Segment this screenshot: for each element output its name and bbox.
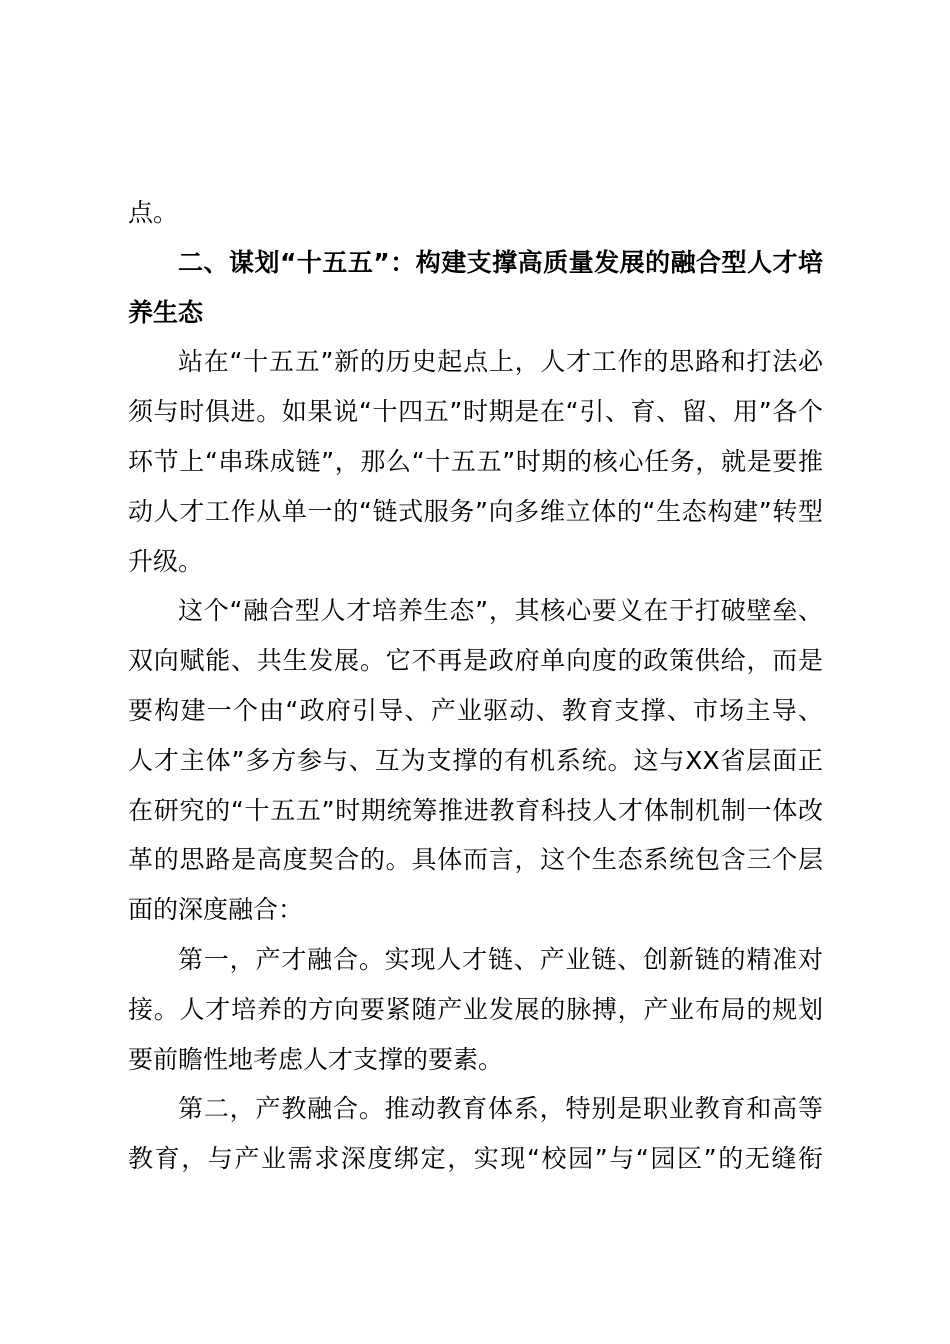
document-page [128,188,823,1184]
text-line: 要构建一个由“政府引导、产业驱动、教育支撑、市场主导、 [128,695,823,725]
text-line: 双向赋能、共生发展。它不再是政府单向度的政策供给，而是 [128,646,823,676]
text-line: 在研究的“十五五”时期统筹推进教育科技人才体制机制一体改 [128,795,823,825]
text-line: 站在“十五五”新的历史起点上，人才工作的思路和打法必 [178,347,823,377]
text-line: 教育，与产业需求深度绑定，实现“校园”与“园区”的无缝衔 [128,1144,823,1174]
text-line: 升级。 [128,546,204,576]
text-line: 点。 [128,198,179,227]
section-heading [128,238,823,338]
text-line: 第一，产才融合。实现人才链、产业链、创新链的精准对 [178,944,823,974]
text-line: 养生态 [128,297,204,327]
text-line: 面的深度融合： [128,895,304,925]
text-line: 须与时俱进。如果说“十四五”时期是在“引、育、留、用”各个 [128,397,823,427]
text-line: 要前瞻性地考虑人才支撑的要素。 [128,1044,504,1074]
paragraph [128,586,823,935]
text-line: 这个“融合型人才培养生态”，其核心要义在于打破壁垒、 [178,596,823,626]
paragraph [128,1084,823,1184]
text-line: 人才主体”多方参与、互为支撑的有机系统。这与XX省层面正 [128,745,823,775]
text-line: 二、谋划“十五五”：构建支撑高质量发展的融合型人才培 [178,247,823,277]
text-line: 接。人才培养的方向要紧随产业发展的脉搏，产业布局的规划 [128,994,823,1024]
text-line: 第二，产教融合。推动教育体系，特别是职业教育和高等 [178,1094,823,1124]
text-line: 环节上“串珠成链”，那么“十五五”时期的核心任务，就是要推 [128,446,823,476]
text-line: 动人才工作从单一的“链式服务”向多维立体的“生态构建”转型 [128,496,823,526]
paragraph [128,935,823,1084]
paragraph [128,188,823,238]
text-line: 革的思路是高度契合的。具体而言，这个生态系统包含三个层 [128,845,823,875]
paragraph [128,337,823,586]
